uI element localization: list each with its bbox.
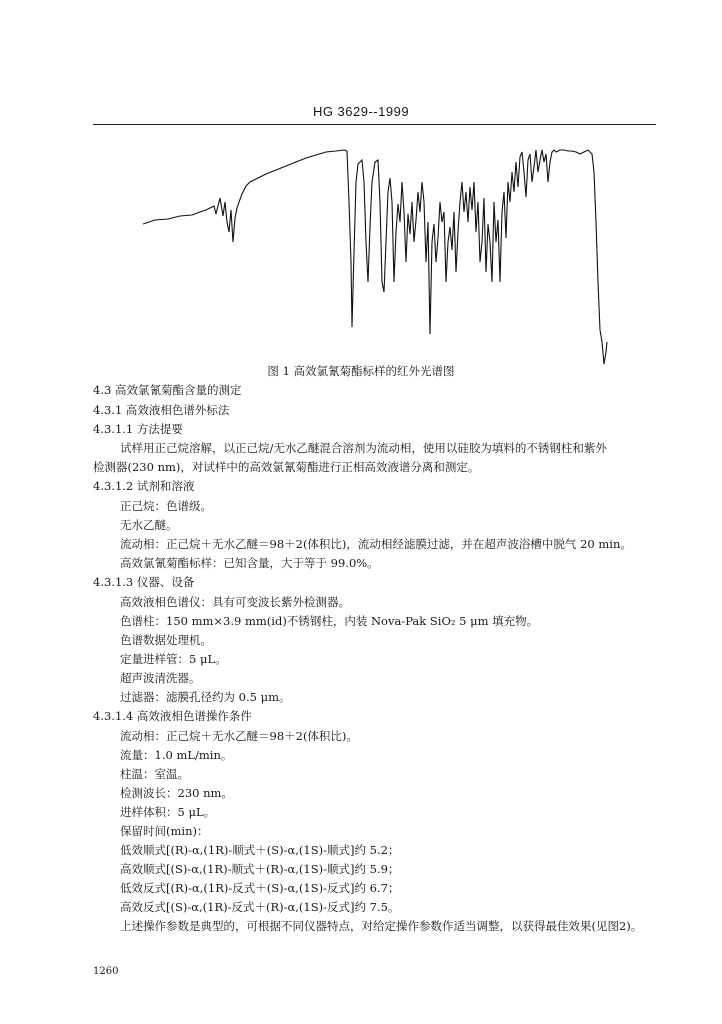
list-item: 色谱柱：150 mm×3.9 mm(id)不锈钢柱，内装 Nova-Pak SiO₂ 5 μm 填充物。 [120, 614, 539, 628]
list-item: 定量进样管：5 μL。 [120, 652, 227, 666]
section-heading: 4.3.1 高效液相色谱外标法 [93, 403, 230, 417]
list-item: 过滤器：滤膜孔径约为 0.5 μm。 [120, 690, 291, 704]
document-header: HG 3629--1999 [312, 104, 410, 119]
section-heading: 4.3.1.4 高效液相色谱操作条件 [93, 709, 252, 723]
list-item: 进样体积：5 μL。 [120, 805, 216, 819]
list-item: 高效反式[(S)-α,(1R)-反式＋(R)-α,(1S)-反式]约 7.5。 [120, 900, 400, 914]
list-item: 高效氯氰菊酯标样：已知含量，大于等于 99.0%。 [120, 556, 379, 570]
list-item: 超声波清洗器。 [120, 671, 201, 685]
page-number: 1260 [93, 966, 119, 977]
paragraph-line: 试样用正己烷溶解，以正己烷/无水乙醚混合溶剂为流动相，使用以硅胶为填料的不锈钢柱和紫外 [120, 441, 607, 455]
figure-caption: 图 1 高效氯氰菊酯标样的红外光谱图 [267, 364, 455, 378]
list-item: 正己烷：色谱级。 [120, 499, 212, 513]
header-rule [93, 124, 656, 125]
section-heading: 4.3.1.1 方法提要 [93, 422, 183, 436]
paragraph-line: 检测器(230 nm)，对试样中的高效氯氰菊酯进行正相高效液谱分离和测定。 [93, 460, 480, 474]
list-item: 色谱数据处理机。 [120, 633, 212, 647]
list-item: 高效液相色谱仪：具有可变波长紫外检测器。 [120, 595, 350, 609]
list-item: 检测波长：230 nm。 [120, 786, 233, 800]
section-heading: 4.3.1.2 试剂和溶液 [93, 479, 195, 493]
section-heading: 4.3.1.3 仪器、设备 [93, 575, 195, 589]
list-item: 流量：1.0 mL/min。 [120, 748, 233, 762]
list-item: 低效反式[(R)-α,(1R)-反式＋(S)-α,(1S)-反式]约 6.7； [120, 881, 400, 895]
closing-paragraph: 上述操作参数是典型的，可根据不同仪器特点，对给定操作参数作适当调整，以获得最佳效果(见图2)。 [120, 919, 643, 933]
ir-spectrum-figure [140, 142, 610, 367]
list-item: 柱温：室温。 [120, 767, 189, 781]
list-item: 低效顺式[(R)-α,(1R)-顺式＋(S)-α,(1S)-顺式]约 5.2； [120, 843, 400, 857]
list-item: 流动相：正己烷＋无水乙醚＝98＋2(体积比)，流动相经滤膜过滤，并在超声波浴槽中脱气 20 min。 [120, 537, 632, 551]
list-item: 无水乙醚。 [120, 518, 178, 532]
list-item: 流动相：正己烷＋无水乙醚＝98＋2(体积比)。 [120, 729, 358, 743]
list-item: 高效顺式[(S)-α,(1R)-顺式＋(R)-α,(1S)-顺式]约 5.9； [120, 862, 400, 876]
section-heading: 4.3 高效氯氰菊酯含量的测定 [93, 383, 242, 397]
list-item: 保留时间(min)： [120, 824, 209, 838]
ir-spectrum-trace [143, 150, 607, 364]
